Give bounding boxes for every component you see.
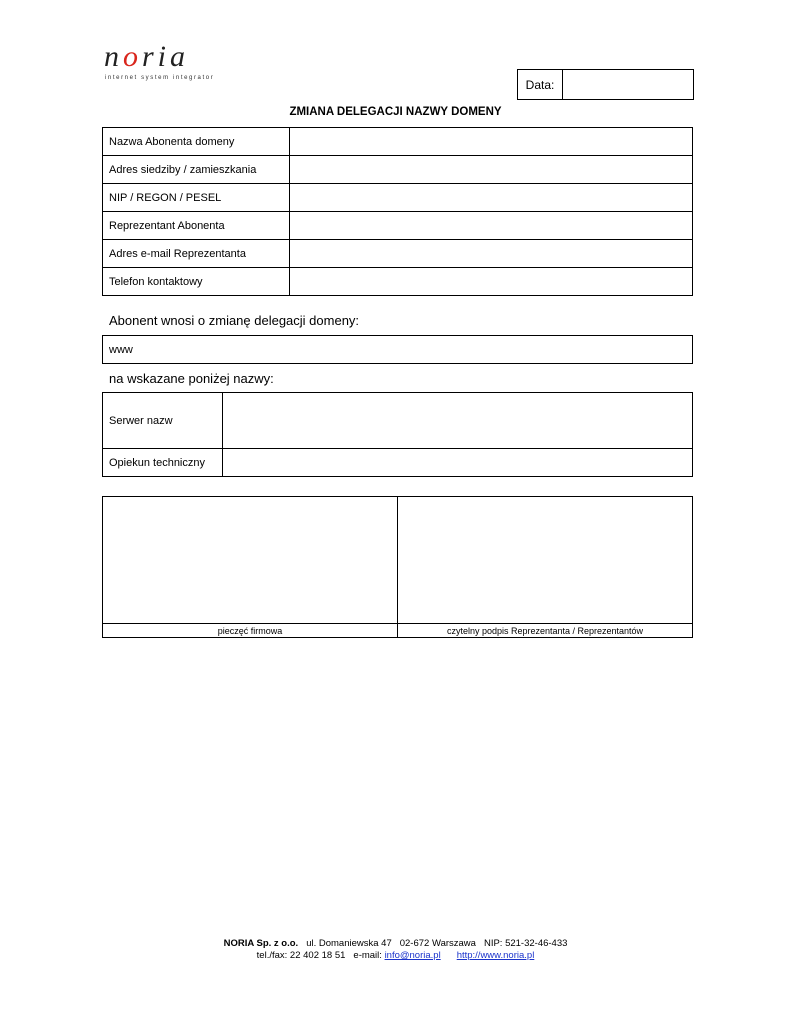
signature-caption: czytelny podpis Reprezentanta / Reprezentantów <box>398 624 693 638</box>
table-row <box>103 240 693 268</box>
table-row <box>103 268 693 296</box>
date-label: Data: <box>518 70 563 99</box>
table-row <box>103 393 693 449</box>
row-label: Reprezentant Abonenta <box>103 212 290 240</box>
date-field[interactable] <box>563 70 693 99</box>
stamp-caption: pieczęć firmowa <box>103 624 398 638</box>
table-row <box>103 449 693 477</box>
row-label: Nazwa Abonenta domeny <box>103 128 290 156</box>
stamp-area[interactable] <box>103 497 398 624</box>
subscriber-table <box>102 127 693 296</box>
footer-line-1 <box>0 938 791 950</box>
row-label: Serwer nazw <box>103 393 223 449</box>
delegation-table <box>102 392 693 477</box>
footer-nip: NIP: 521-32-46-433 <box>483 938 568 949</box>
subscriber-name-field[interactable] <box>290 128 693 156</box>
logo-wordmark: noria <box>104 40 190 73</box>
tech-contact-field[interactable] <box>223 449 693 477</box>
table-row <box>103 336 693 364</box>
footer-address: ul. Domaniewska 47 <box>306 938 392 949</box>
date-box <box>517 69 694 100</box>
footer-email-label: e-mail: <box>353 950 382 961</box>
row-label: Telefon kontaktowy <box>103 268 290 296</box>
name-server-field[interactable] <box>223 393 693 449</box>
form-title: ZMIANA DELEGACJI NAZWY DOMENY <box>289 106 502 118</box>
company-logo <box>104 40 215 86</box>
footer-email-link[interactable]: info@noria.pl <box>384 950 441 961</box>
target-text: na wskazane poniżej nazwy: <box>109 371 274 386</box>
signature-table <box>102 496 693 638</box>
table-row <box>103 128 693 156</box>
row-label: Adres e-mail Reprezentanta <box>103 240 290 268</box>
table-row <box>103 184 693 212</box>
domain-field[interactable]: www <box>103 336 693 364</box>
logo-tagline: internet system integrator <box>105 75 215 81</box>
email-field[interactable] <box>290 240 693 268</box>
footer-postal: 02-672 Warszawa <box>399 938 476 949</box>
address-field[interactable] <box>290 156 693 184</box>
row-label: Opiekun techniczny <box>103 449 223 477</box>
footer-phone: tel./fax: 22 402 18 51 <box>256 950 346 961</box>
footer-line-2 <box>0 950 791 962</box>
table-row <box>103 497 693 624</box>
row-label: Adres siedziby / zamieszkania <box>103 156 290 184</box>
page-footer <box>0 938 791 962</box>
request-text: Abonent wnosi o zmianę delegacji domeny: <box>109 313 360 328</box>
domain-table <box>102 335 693 364</box>
table-row <box>103 156 693 184</box>
table-row <box>103 624 693 638</box>
footer-company: NORIA Sp. z o.o. <box>223 938 299 949</box>
table-row <box>103 212 693 240</box>
footer-website-link[interactable]: http://www.noria.pl <box>456 950 535 961</box>
row-label: NIP / REGON / PESEL <box>103 184 290 212</box>
signature-area[interactable] <box>398 497 693 624</box>
phone-field[interactable] <box>290 268 693 296</box>
representative-field[interactable] <box>290 212 693 240</box>
tax-id-field[interactable] <box>290 184 693 212</box>
